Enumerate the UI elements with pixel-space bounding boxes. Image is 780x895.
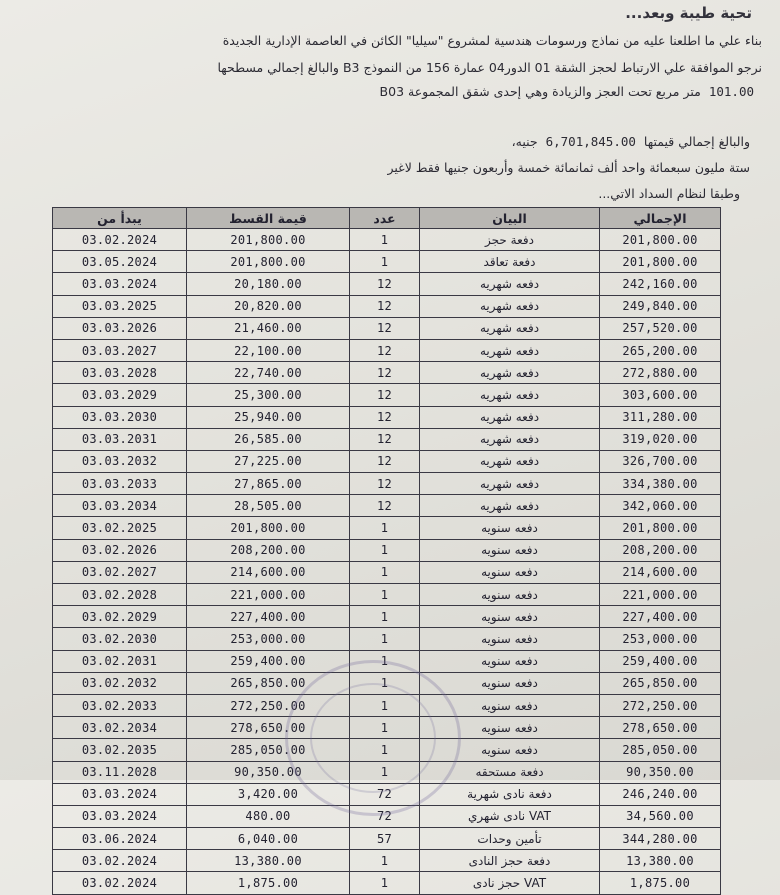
total-price-currency: جنيه، — [511, 134, 538, 149]
cell-start-date: 03.03.2028 — [53, 362, 187, 384]
cell-description: دفعه شهريه — [420, 384, 600, 406]
area-value: 101.00 — [708, 84, 754, 99]
cell-total: 201,800.00 — [600, 251, 721, 273]
cell-total: 272,250.00 — [600, 694, 721, 716]
cell-installment: 221,000.00 — [187, 584, 350, 606]
cell-total: 208,200.00 — [600, 539, 721, 561]
cell-start-date: 03.06.2024 — [53, 828, 187, 850]
payment-intro: وطبقا لنظام السداد الاتي... — [598, 186, 740, 201]
cell-total: 201,800.00 — [600, 517, 721, 539]
cell-description: دفعه سنويه — [420, 694, 600, 716]
cell-count: 12 — [350, 450, 420, 472]
cell-installment: 272,250.00 — [187, 694, 350, 716]
cell-count: 1 — [350, 229, 420, 251]
table-row — [53, 628, 721, 650]
cell-description: دفعه سنويه — [420, 584, 600, 606]
cell-start-date: 03.02.2024 — [53, 229, 187, 251]
cell-description: دفعه سنويه — [420, 628, 600, 650]
cell-description: دفعه سنويه — [420, 650, 600, 672]
cell-count: 12 — [350, 273, 420, 295]
cell-total: 303,600.00 — [600, 384, 721, 406]
cell-total: 214,600.00 — [600, 561, 721, 583]
table-row — [53, 273, 721, 295]
table-row — [53, 495, 721, 517]
cell-count: 12 — [350, 406, 420, 428]
total-price-label: والبالغ إجمالي قيمتها — [643, 134, 750, 149]
cell-count: 1 — [350, 561, 420, 583]
table-row — [53, 783, 721, 805]
cell-installment: 265,850.00 — [187, 672, 350, 694]
table-row — [53, 828, 721, 850]
cell-description: دفعه شهريه — [420, 495, 600, 517]
table-row — [53, 428, 721, 450]
cell-count: 12 — [350, 295, 420, 317]
cell-count: 1 — [350, 872, 420, 894]
cell-total: 257,520.00 — [600, 317, 721, 339]
cell-start-date: 03.03.2024 — [53, 273, 187, 295]
cell-description: دفعه شهريه — [420, 473, 600, 495]
cell-count: 1 — [350, 606, 420, 628]
cell-count: 12 — [350, 339, 420, 361]
cell-total: 259,400.00 — [600, 650, 721, 672]
cell-description: دفعة حجز — [420, 229, 600, 251]
cell-start-date: 03.03.2030 — [53, 406, 187, 428]
cell-installment: 90,350.00 — [187, 761, 350, 783]
table-row — [53, 561, 721, 583]
cell-description: دفعه شهريه — [420, 428, 600, 450]
cell-count: 72 — [350, 805, 420, 827]
cell-description: دفعة نادى شهرية — [420, 783, 600, 805]
cell-description: دفعه شهريه — [420, 295, 600, 317]
area-line — [380, 84, 762, 99]
cell-description: دفعه سنويه — [420, 561, 600, 583]
cell-installment: 22,100.00 — [187, 339, 350, 361]
cell-count: 57 — [350, 828, 420, 850]
cell-count: 1 — [350, 672, 420, 694]
cell-total: 242,160.00 — [600, 273, 721, 295]
table-row — [53, 362, 721, 384]
cell-start-date: 03.05.2024 — [53, 251, 187, 273]
cell-count: 12 — [350, 317, 420, 339]
table-row — [53, 406, 721, 428]
header-start-date: يبدأ من — [53, 208, 187, 229]
total-price-words: ستة مليون سبعمائة واحد ألف ثمانمائة خمسة وأربعون جنيها فقط لاغير — [387, 160, 750, 175]
cell-count: 12 — [350, 362, 420, 384]
cell-installment: 201,800.00 — [187, 517, 350, 539]
cell-start-date: 03.02.2024 — [53, 872, 187, 894]
area-text: متر مربع تحت العجز والزيادة وهي إحدى شقق المجموعة B03 — [379, 84, 701, 99]
cell-start-date: 03.02.2032 — [53, 672, 187, 694]
cell-installment: 21,460.00 — [187, 317, 350, 339]
cell-description: دفعه شهريه — [420, 450, 600, 472]
cell-description: دفعه سنويه — [420, 672, 600, 694]
table-row — [53, 739, 721, 761]
cell-description: دفعه سنويه — [420, 717, 600, 739]
table-row — [53, 694, 721, 716]
cell-count: 1 — [350, 251, 420, 273]
cell-total: 246,240.00 — [600, 783, 721, 805]
cell-start-date: 03.02.2026 — [53, 539, 187, 561]
cell-installment: 20,820.00 — [187, 295, 350, 317]
intro-line-1: بناء علي ما اطلعنا عليه من نماذج ورسومات هندسية لمشروع "سيليا" الكائن في العاصمة الإدارية الجديدة — [222, 33, 762, 48]
cell-count: 1 — [350, 739, 420, 761]
cell-installment: 253,000.00 — [187, 628, 350, 650]
cell-installment: 480.00 — [187, 805, 350, 827]
cell-count: 1 — [350, 717, 420, 739]
cell-start-date: 03.03.2034 — [53, 495, 187, 517]
cell-start-date: 03.03.2026 — [53, 317, 187, 339]
cell-start-date: 03.02.2034 — [53, 717, 187, 739]
cell-total: 34,560.00 — [600, 805, 721, 827]
cell-installment: 208,200.00 — [187, 539, 350, 561]
cell-description: دفعه سنويه — [420, 739, 600, 761]
cell-total: 342,060.00 — [600, 495, 721, 517]
header-description: البيان — [420, 208, 600, 229]
cell-installment: 3,420.00 — [187, 783, 350, 805]
cell-count: 1 — [350, 517, 420, 539]
cell-installment: 20,180.00 — [187, 273, 350, 295]
cell-total: 278,650.00 — [600, 717, 721, 739]
cell-count: 12 — [350, 384, 420, 406]
cell-installment: 285,050.00 — [187, 739, 350, 761]
cell-count: 1 — [350, 694, 420, 716]
cell-start-date: 03.02.2027 — [53, 561, 187, 583]
table-row — [53, 650, 721, 672]
cell-description: تأمين وحدات — [420, 828, 600, 850]
cell-count: 72 — [350, 783, 420, 805]
table-row — [53, 539, 721, 561]
cell-start-date: 03.02.2033 — [53, 694, 187, 716]
header-total: الإجمالي — [600, 208, 721, 229]
cell-installment: 259,400.00 — [187, 650, 350, 672]
cell-installment: 26,585.00 — [187, 428, 350, 450]
cell-installment: 13,380.00 — [187, 850, 350, 872]
cell-installment: 22,740.00 — [187, 362, 350, 384]
cell-description: دفعه شهريه — [420, 317, 600, 339]
payment-schedule-table — [52, 207, 721, 895]
table-row — [53, 606, 721, 628]
cell-total: 13,380.00 — [600, 850, 721, 872]
cell-total: 90,350.00 — [600, 761, 721, 783]
cell-installment: 28,505.00 — [187, 495, 350, 517]
cell-start-date: 03.03.2029 — [53, 384, 187, 406]
table-row — [53, 850, 721, 872]
cell-count: 12 — [350, 473, 420, 495]
table-row — [53, 584, 721, 606]
table-header-row — [53, 208, 721, 229]
cell-description: دفعه سنويه — [420, 517, 600, 539]
cell-total: 326,700.00 — [600, 450, 721, 472]
cell-start-date: 03.03.2024 — [53, 783, 187, 805]
table-row — [53, 872, 721, 894]
cell-start-date: 03.02.2025 — [53, 517, 187, 539]
cell-total: 285,050.00 — [600, 739, 721, 761]
cell-description: دفعه سنويه — [420, 606, 600, 628]
table-row — [53, 450, 721, 472]
cell-count: 1 — [350, 650, 420, 672]
table-row — [53, 805, 721, 827]
cell-start-date: 03.03.2032 — [53, 450, 187, 472]
cell-count: 1 — [350, 584, 420, 606]
cell-start-date: 03.03.2025 — [53, 295, 187, 317]
cell-installment: 27,865.00 — [187, 473, 350, 495]
cell-start-date: 03.11.2028 — [53, 761, 187, 783]
cell-count: 1 — [350, 628, 420, 650]
cell-total: 265,850.00 — [600, 672, 721, 694]
cell-total: 265,200.00 — [600, 339, 721, 361]
cell-installment: 278,650.00 — [187, 717, 350, 739]
cell-start-date: 03.02.2031 — [53, 650, 187, 672]
cell-description: VAT نادى شهري — [420, 805, 600, 827]
cell-total: 201,800.00 — [600, 229, 721, 251]
cell-total: 1,875.00 — [600, 872, 721, 894]
table-row — [53, 295, 721, 317]
table-row — [53, 517, 721, 539]
cell-count: 1 — [350, 539, 420, 561]
cell-total: 249,840.00 — [600, 295, 721, 317]
cell-description: دفعة تعاقد — [420, 251, 600, 273]
cell-installment: 27,225.00 — [187, 450, 350, 472]
header-installment: قيمة القسط — [187, 208, 350, 229]
cell-description: دفعه شهريه — [420, 273, 600, 295]
cell-total: 319,020.00 — [600, 428, 721, 450]
cell-total: 221,000.00 — [600, 584, 721, 606]
table-row — [53, 229, 721, 251]
cell-description: دفعة حجز النادى — [420, 850, 600, 872]
intro-line-2: نرجو الموافقة علي الارتباط لحجز الشقة 01 الدور04 عمارة 156 من النموذج B3 والبالغ إجمالي مسطحها — [217, 60, 762, 75]
table-row — [53, 251, 721, 273]
cell-start-date: 03.03.2024 — [53, 805, 187, 827]
cell-installment: 25,940.00 — [187, 406, 350, 428]
table-row — [53, 473, 721, 495]
cell-description: دفعه شهريه — [420, 339, 600, 361]
table-row — [53, 672, 721, 694]
cell-description: VAT حجز نادى — [420, 872, 600, 894]
cell-installment: 25,300.00 — [187, 384, 350, 406]
cell-count: 12 — [350, 495, 420, 517]
cell-start-date: 03.02.2028 — [53, 584, 187, 606]
cell-total: 334,380.00 — [600, 473, 721, 495]
cell-installment: 214,600.00 — [187, 561, 350, 583]
cell-start-date: 03.02.2035 — [53, 739, 187, 761]
cell-start-date: 03.03.2031 — [53, 428, 187, 450]
cell-start-date: 03.02.2024 — [53, 850, 187, 872]
cell-total: 311,280.00 — [600, 406, 721, 428]
cell-start-date: 03.02.2029 — [53, 606, 187, 628]
cell-installment: 227,400.00 — [187, 606, 350, 628]
cell-total: 253,000.00 — [600, 628, 721, 650]
table-row — [53, 717, 721, 739]
cell-count: 1 — [350, 850, 420, 872]
cell-start-date: 03.03.2027 — [53, 339, 187, 361]
total-price-line — [512, 134, 750, 149]
cell-description: دفعه شهريه — [420, 406, 600, 428]
cell-start-date: 03.03.2033 — [53, 473, 187, 495]
header-count: عدد — [350, 208, 420, 229]
cell-installment: 201,800.00 — [187, 229, 350, 251]
cell-total: 344,280.00 — [600, 828, 721, 850]
cell-installment: 1,875.00 — [187, 872, 350, 894]
table-body — [53, 229, 721, 895]
cell-description: دفعة مستحقه — [420, 761, 600, 783]
cell-total: 227,400.00 — [600, 606, 721, 628]
cell-total: 272,880.00 — [600, 362, 721, 384]
table-row — [53, 384, 721, 406]
total-price-value: 6,701,845.00 — [545, 134, 636, 149]
cell-installment: 6,040.00 — [187, 828, 350, 850]
cell-description: دفعه سنويه — [420, 539, 600, 561]
cell-installment: 201,800.00 — [187, 251, 350, 273]
cell-count: 1 — [350, 761, 420, 783]
greeting: تحية طيبة وبعد... — [625, 4, 752, 22]
table-row — [53, 317, 721, 339]
table-row — [53, 339, 721, 361]
cell-count: 12 — [350, 428, 420, 450]
cell-description: دفعه شهريه — [420, 362, 600, 384]
cell-start-date: 03.02.2030 — [53, 628, 187, 650]
